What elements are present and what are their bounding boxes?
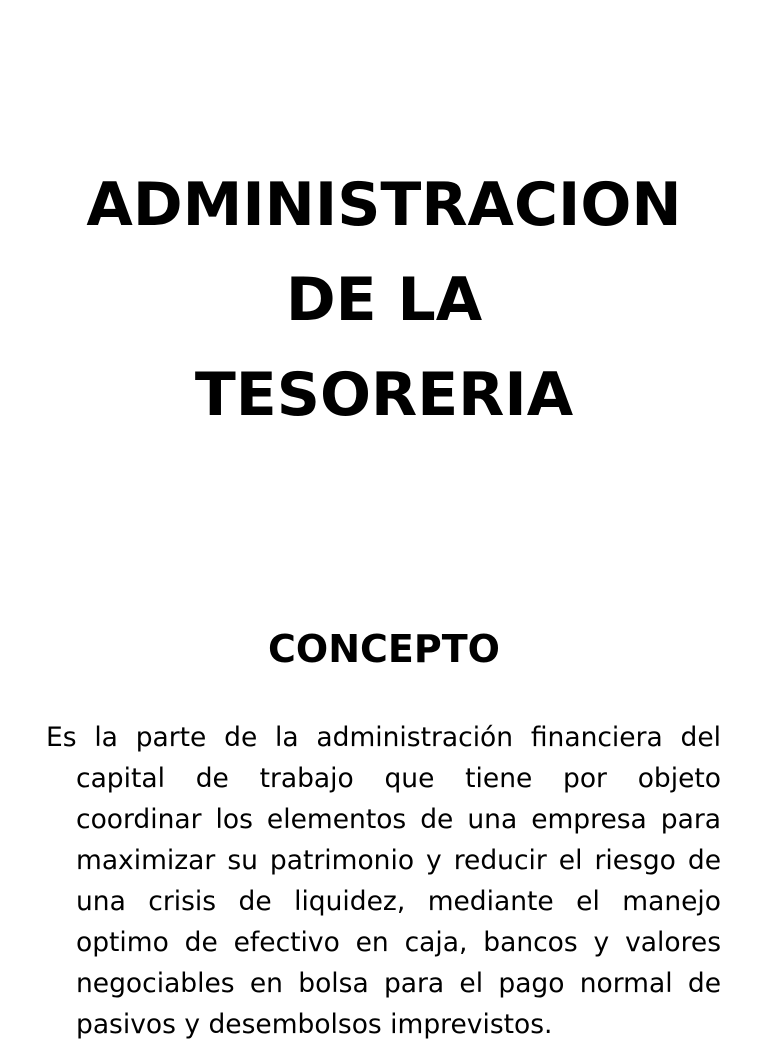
title-line-2: DE LA — [285, 265, 483, 335]
page-title — [0, 158, 768, 443]
title-line-1: ADMINISTRACION — [86, 170, 682, 240]
section-heading: CONCEPTO — [268, 627, 500, 671]
concept-paragraph: Es la parte de la administración financiera del capital de trabajo que tiene por objeto coordinar los elementos de una empresa para maximizar su patrimonio y reducir el riesgo de una crisis de liquidez, mediante el manejo optimo de efectivo en caja, bancos y valores negociables en bolsa para el pago normal de pasivos y desembolsos imprevistos. — [46, 722, 721, 1040]
title-line-3: TESORERIA — [194, 360, 574, 430]
